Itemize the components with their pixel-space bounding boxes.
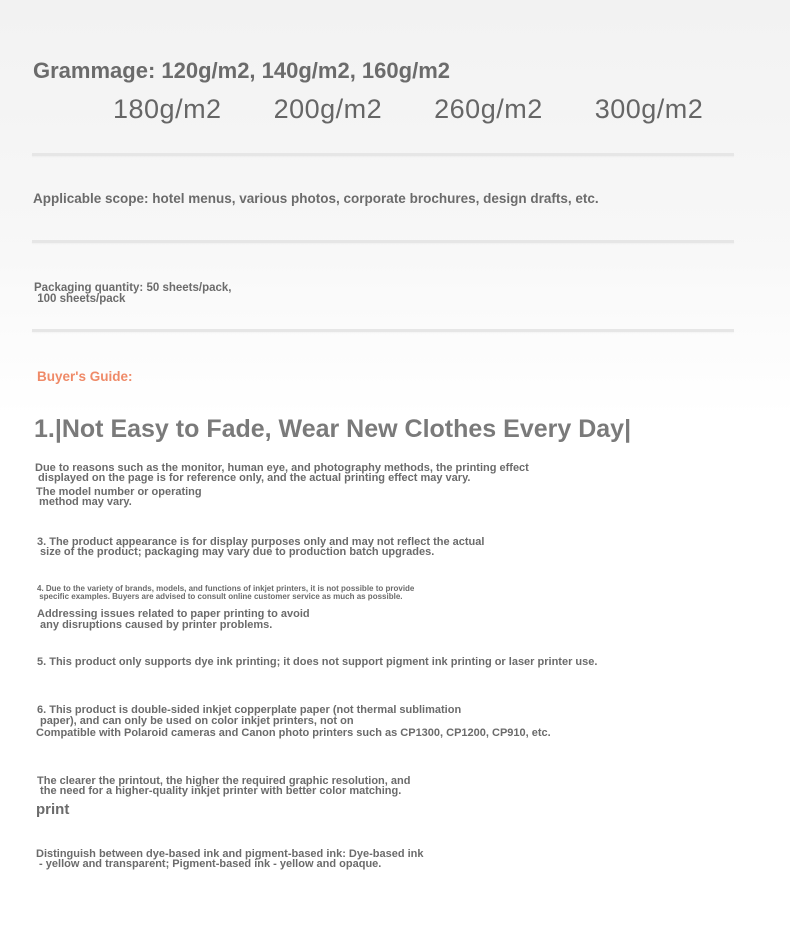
note-3-line-2: size of the product; packaging may vary due to production batch upgrades.: [37, 546, 435, 558]
note-2-line-1: The model number or operating: [36, 486, 202, 498]
note-4-line-1: 4. Due to the variety of brands, models, and functions of inkjet printers, it is not possible to provide: [37, 584, 415, 593]
applicable-scope: Applicable scope: hotel menus, various photos, corporate brochures, design drafts, etc.: [33, 191, 599, 206]
note-7-line-2: the need for a higher-quality inkjet printer with better color matching.: [37, 785, 402, 797]
divider: [32, 153, 734, 156]
note-7-line-3: print: [36, 801, 70, 818]
note-4-line-4: any disruptions caused by printer problems.: [37, 619, 273, 631]
packaging-line-1: Packaging quantity: 50 sheets/pack,: [34, 282, 232, 294]
note-6-line-3: Compatible with Polaroid cameras and Canon photo printers such as CP1300, CP1200, CP910, etc.: [36, 727, 551, 739]
note-2-line-2: method may vary.: [36, 496, 132, 508]
note-6-line-2: paper), and can only be used on color inkjet printers, not on: [37, 715, 354, 727]
note-8-line-1: Distinguish between dye-based ink and pigment-based ink: Dye-based ink: [36, 848, 424, 860]
packaging-line-2: 100 sheets/pack: [34, 293, 126, 305]
note-1-line-1: Due to reasons such as the monitor, human eye, and photography methods, the printing effect: [35, 462, 529, 474]
guide-heading-1: 1.|Not Easy to Fade, Wear New Clothes Every Day|: [34, 415, 632, 443]
note-5: 5. This product only supports dye ink printing; it does not support pigment ink printing or laser printer use.: [37, 656, 598, 668]
note-7-line-1: The clearer the printout, the higher the required graphic resolution, and: [37, 775, 411, 787]
note-3-line-1: 3. The product appearance is for display purposes only and may not reflect the actual: [37, 536, 485, 548]
buyers-guide-label: Buyer's Guide:: [37, 369, 133, 384]
divider: [32, 329, 734, 332]
note-4-line-3: Addressing issues related to paper printing to avoid: [37, 608, 310, 620]
grammage-more: 180g/m2 200g/m2 260g/m2 300g/m2: [113, 94, 704, 124]
note-4-line-2: specific examples. Buyers are advised to consult online customer service as much as possible.: [37, 592, 403, 601]
divider: [32, 240, 734, 243]
grammage-title: Grammage: 120g/m2, 140g/m2, 160g/m2: [33, 58, 450, 83]
note-1-line-2: displayed on the page is for reference only, and the actual printing effect may vary.: [35, 472, 471, 484]
note-6-line-1: 6. This product is double-sided inkjet copperplate paper (not thermal sublimation: [37, 704, 462, 716]
note-8-line-2: - yellow and transparent; Pigment-based ink - yellow and opaque.: [36, 858, 382, 870]
